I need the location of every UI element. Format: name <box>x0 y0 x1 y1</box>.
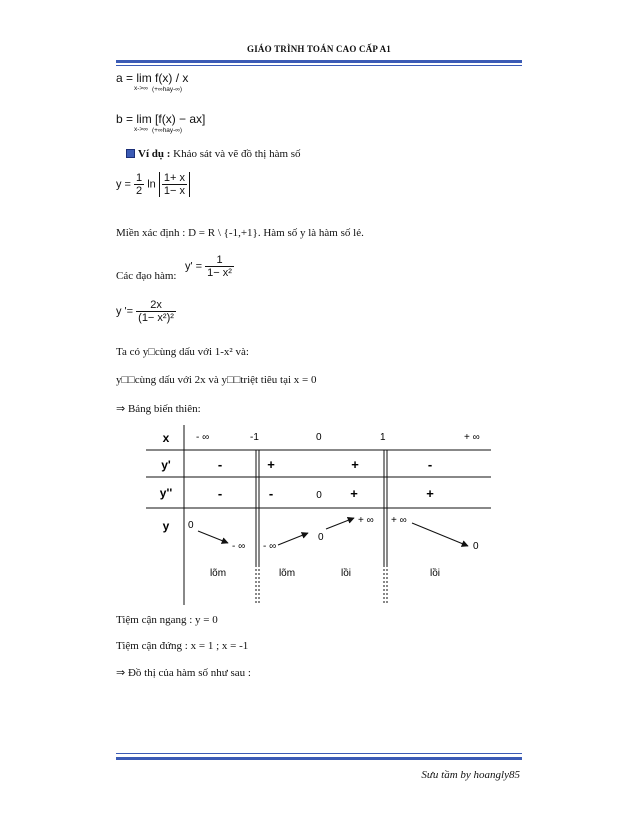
derivative-1-lhs: y' = <box>185 260 203 273</box>
y-value: - ∞ <box>263 541 277 552</box>
y-value: + ∞ <box>358 515 374 526</box>
y-value: 0 <box>318 532 324 543</box>
x-value: + ∞ <box>464 432 480 443</box>
function-frac <box>162 172 187 197</box>
derivative-1-frac <box>205 254 234 279</box>
formula-b-sub2: (+∞hay-∞) <box>152 127 183 134</box>
derivative-2-den: (1− x²)² <box>138 312 174 324</box>
footer-credit: Sưu tầm by hoangly85 <box>421 769 520 781</box>
concavity-label: lõm <box>209 568 227 579</box>
derivative-2 <box>116 299 176 324</box>
domain-line: Miền xác định : D = R \ {-1,+1}. Hàm số y là hàm số lẻ. <box>116 227 364 239</box>
graph-intro: ⇒ Đồ thị của hàm số như sau : <box>116 667 251 679</box>
function-ln: ln <box>147 178 156 191</box>
derivative-1 <box>185 254 234 279</box>
derivatives-label: Các đạo hàm: <box>116 270 177 282</box>
header-rule-thick <box>116 60 522 63</box>
example-text: Khảo sát và vẽ đồ thị hàm số <box>173 148 301 160</box>
concavity-label: lồi <box>429 568 441 579</box>
y2-sign: + <box>350 486 358 501</box>
formula-b-lim: lim <box>136 112 152 126</box>
formula-a-sub2: (+∞hay-∞) <box>152 86 183 93</box>
row-label-y2: y'' <box>159 486 173 500</box>
y2-sign: + <box>426 486 434 501</box>
arrow-increasing-1 <box>278 533 308 545</box>
row-label-y: y <box>162 519 170 533</box>
formula-b-sub1: x->∞ <box>134 126 148 133</box>
table-title: ⇒ Bảng biến thiên: <box>116 403 201 415</box>
y-value: + ∞ <box>391 515 407 526</box>
arrow-increasing-2 <box>326 518 354 529</box>
header-rule-thin <box>116 65 522 66</box>
formula-a-lim: lim <box>136 71 152 85</box>
asymptote-horizontal: Tiệm cận ngang : y = 0 <box>116 614 218 626</box>
function-coef-num: 1 <box>136 172 143 184</box>
bullet-icon <box>126 149 135 158</box>
derivative-2-num: 2x <box>136 299 176 312</box>
y2-sign: - <box>217 486 223 501</box>
derivative-1-num: 1 <box>205 254 234 267</box>
derivative-2-frac <box>136 299 176 324</box>
function-frac-num: 1+ x <box>163 172 185 184</box>
y1-sign: - <box>217 457 223 472</box>
function-formula <box>116 172 190 197</box>
y2-sign: - <box>268 486 274 501</box>
y1-sign: + <box>351 457 359 472</box>
concavity-label: lõm <box>278 568 296 579</box>
footer-rule-thick <box>116 757 522 760</box>
y-value: - ∞ <box>232 541 246 552</box>
example-label: Ví dụ : <box>138 148 171 160</box>
x-value: 1 <box>380 432 386 443</box>
x-value: - ∞ <box>196 432 210 443</box>
concavity-label: lồi <box>340 568 352 579</box>
formula-b-lhs: b = <box>116 112 134 126</box>
derivative-2-lhs: y '= <box>116 305 134 318</box>
formula-a <box>116 71 188 85</box>
formula-b <box>116 112 205 126</box>
abs-bars <box>159 172 190 197</box>
row-label-x: x <box>162 431 170 445</box>
asymptote-vertical: Tiệm cận đứng : x = 1 ; x = -1 <box>116 640 249 652</box>
function-coef <box>134 172 144 197</box>
arrow-decreasing-2 <box>412 523 468 546</box>
formula-a-sub1: x->∞ <box>134 85 148 92</box>
variation-table <box>146 425 491 605</box>
formula-a-expr: f(x) / x <box>155 71 189 85</box>
formula-b-expr: [f(x) − ax] <box>155 112 206 126</box>
x-value: 0 <box>316 432 322 443</box>
function-coef-den: 2 <box>136 185 143 197</box>
sign-line-1: Ta có y□cùng dấu với 1-x² và: <box>116 346 249 358</box>
function-lhs: y = <box>116 178 131 191</box>
formula-a-lhs: a = <box>116 71 134 85</box>
function-frac-den: 1− x <box>163 185 185 197</box>
footer-rule-thin <box>116 753 522 754</box>
y-value: 0 <box>188 520 194 531</box>
derivative-1-den: 1− x² <box>207 267 232 279</box>
row-label-y1: y' <box>161 458 171 472</box>
page-header: GIÁO TRÌNH TOÁN CAO CẤP A1 <box>247 44 391 54</box>
y1-sign: - <box>427 457 433 472</box>
y2-sign: 0 <box>316 490 322 501</box>
y-value: 0 <box>473 541 479 552</box>
arrow-decreasing-1 <box>198 531 228 543</box>
x-value: -1 <box>250 432 259 443</box>
example-line <box>126 148 301 160</box>
y1-sign: + <box>267 457 275 472</box>
sign-line-2: y□□cùng dấu với 2x và y□□triệt tiêu tại x = 0 <box>116 374 317 386</box>
